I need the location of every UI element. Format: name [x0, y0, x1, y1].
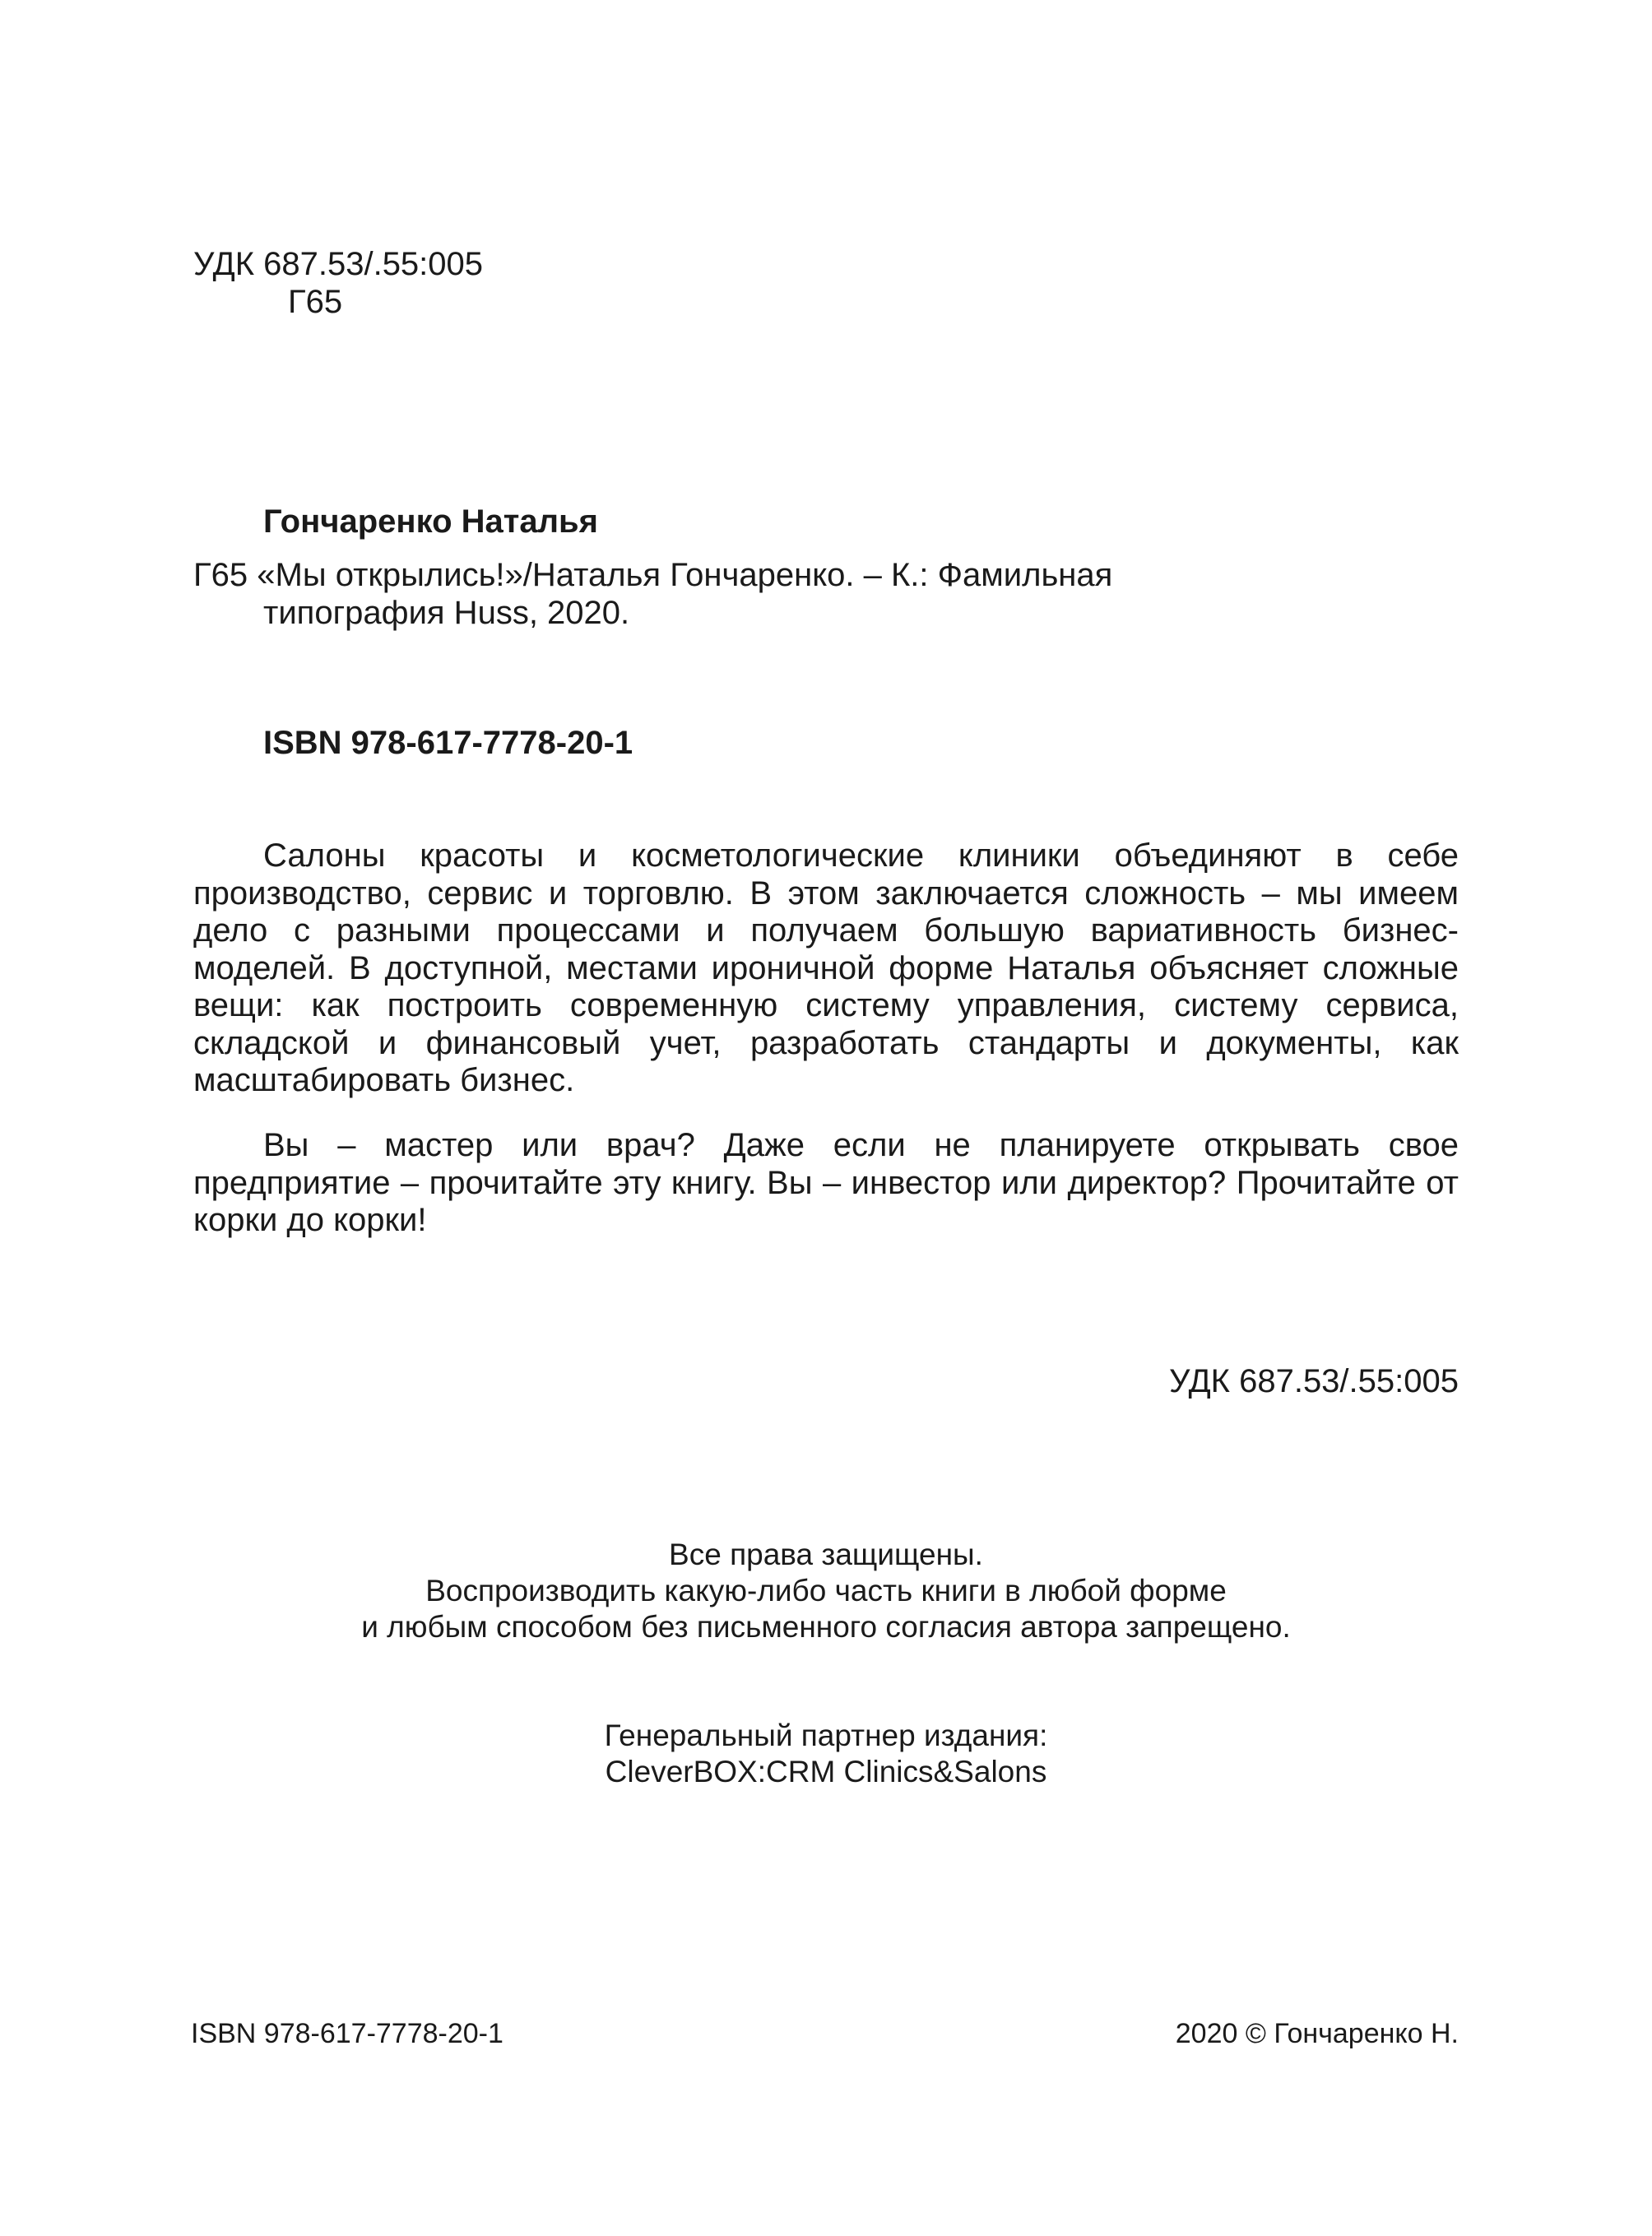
bibliographic-record-line2: типография Huss, 2020.: [263, 595, 630, 631]
general-partner: [0, 1718, 1652, 1790]
author-heading: Гончаренко Наталья: [263, 503, 598, 540]
udk-bottom: УДК 687.53/.55:005: [1168, 1363, 1459, 1399]
rights-line-2: Воспроизводить какую-либо часть книги в любой форме: [425, 1574, 1227, 1607]
annotation-paragraph-1: Салоны красоты и косметологические клиники объединяют в себе производство, сервис и торговлю. В этом заключается сложность – мы имеем дело с разными процессами и получаем большую вариативность бизнес-моделей. В доступной, местами ироничной форме Наталья объясняет сложные вещи: как построить современную систему управления, систему сервиса, складской и финансовый учет, разработать стандарты и документы, как масштабировать бизнес.: [193, 837, 1459, 1098]
rights-line-3: и любым способом без письменного согласия автора запрещено.: [361, 1610, 1291, 1644]
author-mark: Г65: [288, 284, 343, 320]
partner-name: CleverBOX:CRM Clinics&Salons: [605, 1755, 1047, 1788]
annotation-paragraph-2: Вы – мастер или врач? Даже если не планируете открывать свое предприятие – прочитайте эту книгу. Вы – инвестор или директор? Прочитайте от корки до корки!: [193, 1127, 1459, 1238]
rights-line-1: Все права защищены.: [669, 1538, 983, 1571]
udk-code: УДК 687.53/.55:005: [193, 246, 484, 282]
udk-classification-block: [193, 245, 483, 321]
footer-isbn: ISBN 978-617-7778-20-1: [191, 2018, 503, 2049]
footer-copyright: 2020 © Гончаренко Н.: [1175, 2018, 1459, 2049]
bibliographic-record: [193, 556, 1345, 632]
isbn-main: ISBN 978-617-7778-20-1: [263, 725, 633, 761]
partner-label: Генеральный партнер издания:: [604, 1719, 1048, 1752]
bibliographic-record-line1: Г65 «Мы открылись!»/Наталья Гончаренко. – К.: Фамильная: [193, 557, 1113, 593]
rights-notice: [0, 1537, 1652, 1645]
